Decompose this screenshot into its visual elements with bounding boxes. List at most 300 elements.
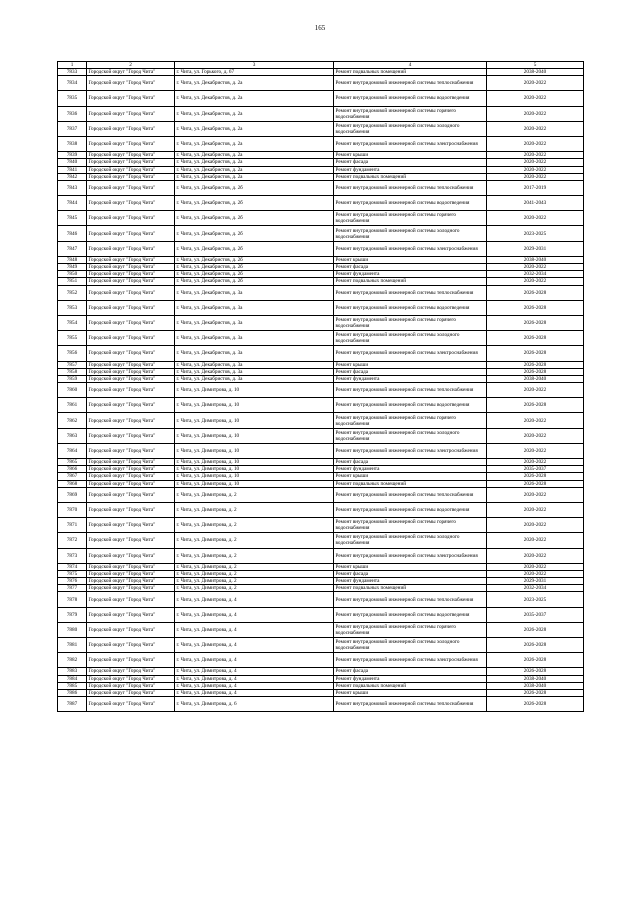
address-cell: г. Чита, ул. Димитрова, д. 4 bbox=[175, 622, 334, 637]
table-row bbox=[58, 106, 584, 121]
row-number-cell: 7876 bbox=[58, 578, 87, 585]
table-row bbox=[58, 533, 584, 548]
work-type-cell: Ремонт внутридомовой инженерной системы электроснабжения bbox=[334, 548, 487, 563]
address-cell: г. Чита, ул. Димитрова, д. 2 bbox=[175, 563, 334, 570]
municipality-cell: Городской округ "Город Чита" bbox=[87, 697, 175, 712]
header-cell-4: 4 bbox=[334, 62, 487, 69]
municipality-cell: Городской округ "Город Чита" bbox=[87, 607, 175, 622]
work-type-cell: Ремонт фундамента bbox=[334, 466, 487, 473]
address-cell: г. Чита, ул. Димитрова, д. 10 bbox=[175, 473, 334, 480]
address-cell: г. Чита, ул. Декабристов, д. 2б bbox=[175, 256, 334, 263]
address-cell: г. Чита, ул. Димитрова, д. 4 bbox=[175, 668, 334, 675]
table-row bbox=[58, 428, 584, 443]
period-cell: 2020-2022 bbox=[487, 121, 584, 136]
municipality-cell: Городской округ "Город Чита" bbox=[87, 278, 175, 285]
period-cell: 2020-2022 bbox=[487, 570, 584, 577]
table-row bbox=[58, 653, 584, 668]
work-type-cell: Ремонт крыши bbox=[334, 473, 487, 480]
work-type-cell: Ремонт подвальных помещений bbox=[334, 480, 487, 487]
table-row bbox=[58, 607, 584, 622]
municipality-cell: Городской округ "Город Чита" bbox=[87, 592, 175, 607]
table-row bbox=[58, 398, 584, 413]
period-cell: 2041-2043 bbox=[487, 196, 584, 211]
period-cell: 2020-2022 bbox=[487, 502, 584, 517]
period-cell: 2029-2031 bbox=[487, 241, 584, 256]
row-number-cell: 7839 bbox=[58, 152, 87, 159]
period-cell: 2032-2034 bbox=[487, 585, 584, 592]
row-number-cell: 7847 bbox=[58, 241, 87, 256]
period-cell: 2020-2022 bbox=[487, 152, 584, 159]
address-cell: г. Чита, ул. Димитрова, д. 4 bbox=[175, 638, 334, 653]
row-number-cell: 7859 bbox=[58, 375, 87, 382]
row-number-cell: 7856 bbox=[58, 346, 87, 361]
row-number-cell: 7863 bbox=[58, 428, 87, 443]
table-row bbox=[58, 668, 584, 675]
address-cell: г. Чита, ул. Декабристов, д. 2а bbox=[175, 121, 334, 136]
row-number-cell: 7871 bbox=[58, 518, 87, 533]
address-cell: г. Чита, ул. Декабристов, д. 2а bbox=[175, 76, 334, 91]
period-cell: 2020-2022 bbox=[487, 76, 584, 91]
row-number-cell: 7857 bbox=[58, 361, 87, 368]
row-number-cell: 7865 bbox=[58, 459, 87, 466]
table-row bbox=[58, 180, 584, 195]
address-cell: г. Чита, ул. Димитрова, д. 10 bbox=[175, 398, 334, 413]
address-cell: г. Чита, ул. Декабристов, д. 2а bbox=[175, 159, 334, 166]
municipality-cell: Городской округ "Город Чита" bbox=[87, 653, 175, 668]
period-cell: 2035-2037 bbox=[487, 607, 584, 622]
period-cell: 2020-2022 bbox=[487, 211, 584, 226]
work-type-cell: Ремонт внутридомовой инженерной системы горячего водоснабжения bbox=[334, 315, 487, 330]
row-number-cell: 7841 bbox=[58, 166, 87, 173]
table-row bbox=[58, 76, 584, 91]
period-cell: 2020-2022 bbox=[487, 563, 584, 570]
table-row bbox=[58, 211, 584, 226]
address-cell: г. Чита, ул. Декабристов, д. 2б bbox=[175, 196, 334, 211]
work-type-cell: Ремонт подвальных помещений bbox=[334, 69, 487, 76]
address-cell: г. Чита, ул. Димитрова, д. 2 bbox=[175, 487, 334, 502]
period-cell: 2020-2022 bbox=[487, 159, 584, 166]
work-type-cell: Ремонт внутридомовой инженерной системы теплоснабжения bbox=[334, 76, 487, 91]
work-type-cell: Ремонт крыши bbox=[334, 361, 487, 368]
table-row bbox=[58, 173, 584, 180]
address-cell: г. Чита, ул. Димитрова, д. 10 bbox=[175, 413, 334, 428]
address-cell: г. Чита, ул. Декабристов, д. 2б bbox=[175, 226, 334, 241]
row-number-cell: 7870 bbox=[58, 502, 87, 517]
period-cell: 2038-2040 bbox=[487, 69, 584, 76]
work-type-cell: Ремонт внутридомовой инженерной системы холодного водоснабжения bbox=[334, 121, 487, 136]
row-number-cell: 7873 bbox=[58, 548, 87, 563]
municipality-cell: Городской округ "Город Чита" bbox=[87, 518, 175, 533]
work-type-cell: Ремонт фундамента bbox=[334, 375, 487, 382]
work-type-cell: Ремонт подвальных помещений bbox=[334, 173, 487, 180]
period-cell: 2026-2028 bbox=[487, 653, 584, 668]
period-cell: 2038-2040 bbox=[487, 682, 584, 689]
work-type-cell: Ремонт внутридомовой инженерной системы холодного водоснабжения bbox=[334, 638, 487, 653]
period-cell: 2032-2034 bbox=[487, 271, 584, 278]
row-number-cell: 7885 bbox=[58, 682, 87, 689]
work-type-cell: Ремонт внутридомовой инженерной системы холодного водоснабжения bbox=[334, 331, 487, 346]
address-cell: г. Чита, ул. Димитрова, д. 10 bbox=[175, 466, 334, 473]
period-cell: 2026-2028 bbox=[487, 361, 584, 368]
table-row bbox=[58, 697, 584, 712]
municipality-cell: Городской округ "Город Чита" bbox=[87, 69, 175, 76]
work-type-cell: Ремонт фасада bbox=[334, 368, 487, 375]
municipality-cell: Городской округ "Город Чита" bbox=[87, 361, 175, 368]
table-row bbox=[58, 466, 584, 473]
table-row bbox=[58, 361, 584, 368]
period-cell: 2020-2022 bbox=[487, 278, 584, 285]
address-cell: г. Чита, ул. Димитрова, д. 10 bbox=[175, 428, 334, 443]
address-cell: г. Чита, ул. Декабристов, д. 2б bbox=[175, 271, 334, 278]
table-row bbox=[58, 196, 584, 211]
municipality-cell: Городской округ "Город Чита" bbox=[87, 383, 175, 398]
work-type-cell: Ремонт внутридомовой инженерной системы горячего водоснабжения bbox=[334, 106, 487, 121]
address-cell: г. Чита, ул. Декабристов, д. 3а bbox=[175, 368, 334, 375]
work-type-cell: Ремонт внутридомовой инженерной системы водоотведения bbox=[334, 607, 487, 622]
table-row bbox=[58, 159, 584, 166]
header-cell-5: 5 bbox=[487, 62, 584, 69]
period-cell: 2023-2025 bbox=[487, 226, 584, 241]
row-number-cell: 7874 bbox=[58, 563, 87, 570]
address-cell: г. Чита, ул. Декабристов, д. 2б bbox=[175, 278, 334, 285]
row-number-cell: 7850 bbox=[58, 271, 87, 278]
row-number-cell: 7835 bbox=[58, 91, 87, 106]
table-row bbox=[58, 241, 584, 256]
row-number-cell: 7858 bbox=[58, 368, 87, 375]
row-number-cell: 7881 bbox=[58, 638, 87, 653]
period-cell: 2029-2031 bbox=[487, 578, 584, 585]
row-number-cell: 7848 bbox=[58, 256, 87, 263]
period-cell: 2035-2037 bbox=[487, 466, 584, 473]
municipality-cell: Городской округ "Город Чита" bbox=[87, 487, 175, 502]
table-row bbox=[58, 563, 584, 570]
row-number-cell: 7833 bbox=[58, 69, 87, 76]
row-number-cell: 7860 bbox=[58, 383, 87, 398]
work-type-cell: Ремонт фасада bbox=[334, 668, 487, 675]
municipality-cell: Городской округ "Город Чита" bbox=[87, 682, 175, 689]
municipality-cell: Городской округ "Город Чита" bbox=[87, 196, 175, 211]
address-cell: г. Чита, ул. Димитрова, д. 10 bbox=[175, 443, 334, 458]
table-row bbox=[58, 682, 584, 689]
table-body bbox=[58, 62, 584, 712]
table-row bbox=[58, 264, 584, 271]
municipality-cell: Городской округ "Город Чита" bbox=[87, 264, 175, 271]
table-row bbox=[58, 459, 584, 466]
period-cell: 2026-2028 bbox=[487, 285, 584, 300]
table-row bbox=[58, 518, 584, 533]
municipality-cell: Городской округ "Город Чита" bbox=[87, 285, 175, 300]
table-row bbox=[58, 152, 584, 159]
work-type-cell: Ремонт внутридомовой инженерной системы электроснабжения bbox=[334, 346, 487, 361]
table-row bbox=[58, 136, 584, 151]
municipality-cell: Городской округ "Город Чита" bbox=[87, 271, 175, 278]
municipality-cell: Городской округ "Город Чита" bbox=[87, 226, 175, 241]
municipality-cell: Городской округ "Город Чита" bbox=[87, 180, 175, 195]
row-number-cell: 7861 bbox=[58, 398, 87, 413]
period-cell: 2020-2022 bbox=[487, 413, 584, 428]
work-type-cell: Ремонт внутридомовой инженерной системы горячего водоснабжения bbox=[334, 518, 487, 533]
work-type-cell: Ремонт крыши bbox=[334, 563, 487, 570]
period-cell: 2038-2040 bbox=[487, 675, 584, 682]
municipality-cell: Городской округ "Город Чита" bbox=[87, 315, 175, 330]
table-row bbox=[58, 592, 584, 607]
period-cell: 2026-2028 bbox=[487, 668, 584, 675]
address-cell: г. Чита, ул. Димитрова, д. 2 bbox=[175, 533, 334, 548]
work-type-cell: Ремонт внутридомовой инженерной системы холодного водоснабжения bbox=[334, 226, 487, 241]
table-row bbox=[58, 675, 584, 682]
table-row bbox=[58, 256, 584, 263]
address-cell: г. Чита, ул. Димитрова, д. 4 bbox=[175, 682, 334, 689]
address-cell: г. Чита, ул. Декабристов, д. 3а bbox=[175, 346, 334, 361]
address-cell: г. Чита, ул. Димитрова, д. 10 bbox=[175, 459, 334, 466]
municipality-cell: Городской округ "Город Чита" bbox=[87, 466, 175, 473]
municipality-cell: Городской округ "Город Чита" bbox=[87, 346, 175, 361]
address-cell: г. Чита, ул. Декабристов, д. 3а bbox=[175, 285, 334, 300]
work-type-cell: Ремонт внутридомовой инженерной системы водоотведения bbox=[334, 502, 487, 517]
table-row bbox=[58, 487, 584, 502]
period-cell: 2026-2028 bbox=[487, 398, 584, 413]
work-type-cell: Ремонт фундамента bbox=[334, 166, 487, 173]
municipality-cell: Городской округ "Город Чита" bbox=[87, 668, 175, 675]
work-type-cell: Ремонт внутридомовой инженерной системы теплоснабжения bbox=[334, 487, 487, 502]
municipality-cell: Городской округ "Город Чита" bbox=[87, 106, 175, 121]
page-number: 165 bbox=[314, 24, 326, 32]
municipality-cell: Городской округ "Город Чита" bbox=[87, 502, 175, 517]
address-cell: г. Чита, ул. Декабристов, д. 2а bbox=[175, 173, 334, 180]
period-cell: 2020-2022 bbox=[487, 533, 584, 548]
period-cell: 2026-2028 bbox=[487, 300, 584, 315]
work-type-cell: Ремонт крыши bbox=[334, 152, 487, 159]
table-header-row bbox=[58, 62, 584, 69]
period-cell: 2026-2028 bbox=[487, 480, 584, 487]
municipality-cell: Городской округ "Город Чита" bbox=[87, 398, 175, 413]
row-number-cell: 7853 bbox=[58, 300, 87, 315]
row-number-cell: 7846 bbox=[58, 226, 87, 241]
row-number-cell: 7872 bbox=[58, 533, 87, 548]
work-type-cell: Ремонт внутридомовой инженерной системы горячего водоснабжения bbox=[334, 622, 487, 637]
address-cell: г. Чита, ул. Димитрова, д. 2 bbox=[175, 570, 334, 577]
address-cell: г. Чита, ул. Декабристов, д. 2б bbox=[175, 241, 334, 256]
period-cell: 2026-2028 bbox=[487, 622, 584, 637]
address-cell: г. Чита, ул. Димитрова, д. 2 bbox=[175, 502, 334, 517]
period-cell: 2026-2028 bbox=[487, 638, 584, 653]
period-cell: 2023-2025 bbox=[487, 592, 584, 607]
table-row bbox=[58, 413, 584, 428]
address-cell: г. Чита, ул. Декабристов, д. 2а bbox=[175, 91, 334, 106]
municipality-cell: Городской округ "Город Чита" bbox=[87, 563, 175, 570]
municipality-cell: Городской округ "Город Чита" bbox=[87, 368, 175, 375]
row-number-cell: 7869 bbox=[58, 487, 87, 502]
work-type-cell: Ремонт внутридомовой инженерной системы горячего водоснабжения bbox=[334, 413, 487, 428]
work-type-cell: Ремонт подвальных помещений bbox=[334, 585, 487, 592]
work-type-cell: Ремонт внутридомовой инженерной системы теплоснабжения bbox=[334, 697, 487, 712]
address-cell: г. Чита, ул. Декабристов, д. 2а bbox=[175, 136, 334, 151]
row-number-cell: 7849 bbox=[58, 264, 87, 271]
municipality-cell: Городской округ "Город Чита" bbox=[87, 473, 175, 480]
period-cell: 2026-2028 bbox=[487, 315, 584, 330]
row-number-cell: 7887 bbox=[58, 697, 87, 712]
municipality-cell: Городской округ "Город Чита" bbox=[87, 211, 175, 226]
period-cell: 2017-2019 bbox=[487, 180, 584, 195]
table-row bbox=[58, 271, 584, 278]
work-type-cell: Ремонт внутридомовой инженерной системы горячего водоснабжения bbox=[334, 211, 487, 226]
work-type-cell: Ремонт крыши bbox=[334, 256, 487, 263]
work-type-cell: Ремонт внутридомовой инженерной системы водоотведения bbox=[334, 196, 487, 211]
address-cell: г. Чита, ул. Димитрова, д. 10 bbox=[175, 383, 334, 398]
municipality-cell: Городской округ "Город Чита" bbox=[87, 675, 175, 682]
period-cell: 2026-2028 bbox=[487, 473, 584, 480]
repair-schedule-table bbox=[57, 61, 584, 712]
work-type-cell: Ремонт внутридомовой инженерной системы электроснабжения bbox=[334, 136, 487, 151]
work-type-cell: Ремонт внутридомовой инженерной системы водоотведения bbox=[334, 300, 487, 315]
municipality-cell: Городской округ "Город Чита" bbox=[87, 548, 175, 563]
period-cell: 2020-2022 bbox=[487, 428, 584, 443]
municipality-cell: Городской округ "Город Чита" bbox=[87, 375, 175, 382]
municipality-cell: Городской округ "Город Чита" bbox=[87, 533, 175, 548]
table-row bbox=[58, 91, 584, 106]
address-cell: г. Чита, ул. Горького, д. 67 bbox=[175, 69, 334, 76]
table-row bbox=[58, 331, 584, 346]
work-type-cell: Ремонт внутридомовой инженерной системы водоотведения bbox=[334, 91, 487, 106]
table-row bbox=[58, 570, 584, 577]
work-type-cell: Ремонт фундамента bbox=[334, 675, 487, 682]
period-cell: 2020-2022 bbox=[487, 106, 584, 121]
row-number-cell: 7877 bbox=[58, 585, 87, 592]
row-number-cell: 7866 bbox=[58, 466, 87, 473]
municipality-cell: Городской округ "Город Чита" bbox=[87, 300, 175, 315]
table-row bbox=[58, 585, 584, 592]
table-row bbox=[58, 502, 584, 517]
municipality-cell: Городской округ "Город Чита" bbox=[87, 91, 175, 106]
address-cell: г. Чита, ул. Димитрова, д. 2 bbox=[175, 548, 334, 563]
municipality-cell: Городской округ "Город Чита" bbox=[87, 166, 175, 173]
row-number-cell: 7868 bbox=[58, 480, 87, 487]
work-type-cell: Ремонт крыши bbox=[334, 689, 487, 696]
address-cell: г. Чита, ул. Димитрова, д. 4 bbox=[175, 689, 334, 696]
row-number-cell: 7884 bbox=[58, 675, 87, 682]
row-number-cell: 7886 bbox=[58, 689, 87, 696]
address-cell: г. Чита, ул. Димитрова, д. 2 bbox=[175, 578, 334, 585]
municipality-cell: Городской округ "Город Чита" bbox=[87, 459, 175, 466]
work-type-cell: Ремонт внутридомовой инженерной системы водоотведения bbox=[334, 398, 487, 413]
row-number-cell: 7864 bbox=[58, 443, 87, 458]
period-cell: 2020-2022 bbox=[487, 166, 584, 173]
work-type-cell: Ремонт внутридомовой инженерной системы электроснабжения bbox=[334, 653, 487, 668]
header-cell-1: 1 bbox=[58, 62, 87, 69]
period-cell: 2020-2022 bbox=[487, 173, 584, 180]
table-row bbox=[58, 443, 584, 458]
table-row bbox=[58, 166, 584, 173]
row-number-cell: 7836 bbox=[58, 106, 87, 121]
address-cell: г. Чита, ул. Димитрова, д. 4 bbox=[175, 653, 334, 668]
municipality-cell: Городской округ "Город Чита" bbox=[87, 136, 175, 151]
municipality-cell: Городской округ "Город Чита" bbox=[87, 413, 175, 428]
table-row bbox=[58, 480, 584, 487]
work-type-cell: Ремонт фасада bbox=[334, 459, 487, 466]
table-row bbox=[58, 285, 584, 300]
period-cell: 2026-2028 bbox=[487, 689, 584, 696]
period-cell: 2020-2022 bbox=[487, 487, 584, 502]
table-row bbox=[58, 226, 584, 241]
municipality-cell: Городской округ "Город Чита" bbox=[87, 578, 175, 585]
period-cell: 2020-2022 bbox=[487, 264, 584, 271]
work-type-cell: Ремонт внутридомовой инженерной системы электроснабжения bbox=[334, 241, 487, 256]
address-cell: г. Чита, ул. Димитрова, д. 6 bbox=[175, 697, 334, 712]
address-cell: г. Чита, ул. Декабристов, д. 2а bbox=[175, 152, 334, 159]
row-number-cell: 7867 bbox=[58, 473, 87, 480]
work-type-cell: Ремонт внутридомовой инженерной системы теплоснабжения bbox=[334, 285, 487, 300]
period-cell: 2020-2022 bbox=[487, 548, 584, 563]
table-row bbox=[58, 368, 584, 375]
municipality-cell: Городской округ "Город Чита" bbox=[87, 121, 175, 136]
work-type-cell: Ремонт фасада bbox=[334, 159, 487, 166]
municipality-cell: Городской округ "Город Чита" bbox=[87, 173, 175, 180]
table-row bbox=[58, 548, 584, 563]
municipality-cell: Городской округ "Город Чита" bbox=[87, 480, 175, 487]
row-number-cell: 7834 bbox=[58, 76, 87, 91]
header-cell-3: 3 bbox=[175, 62, 334, 69]
address-cell: г. Чита, ул. Димитрова, д. 4 bbox=[175, 592, 334, 607]
work-type-cell: Ремонт фасада bbox=[334, 264, 487, 271]
address-cell: г. Чита, ул. Декабристов, д. 2а bbox=[175, 106, 334, 121]
municipality-cell: Городской округ "Город Чита" bbox=[87, 622, 175, 637]
table-row bbox=[58, 278, 584, 285]
row-number-cell: 7862 bbox=[58, 413, 87, 428]
row-number-cell: 7837 bbox=[58, 121, 87, 136]
work-type-cell: Ремонт фасада bbox=[334, 570, 487, 577]
row-number-cell: 7854 bbox=[58, 315, 87, 330]
address-cell: г. Чита, ул. Димитрова, д. 4 bbox=[175, 607, 334, 622]
table-row bbox=[58, 383, 584, 398]
row-number-cell: 7883 bbox=[58, 668, 87, 675]
row-number-cell: 7838 bbox=[58, 136, 87, 151]
period-cell: 2038-2040 bbox=[487, 256, 584, 263]
table-row bbox=[58, 375, 584, 382]
table-row bbox=[58, 578, 584, 585]
table-row bbox=[58, 69, 584, 76]
work-type-cell: Ремонт внутридомовой инженерной системы холодного водоснабжения bbox=[334, 428, 487, 443]
address-cell: г. Чита, ул. Декабристов, д. 3а bbox=[175, 331, 334, 346]
work-type-cell: Ремонт внутридомовой инженерной системы холодного водоснабжения bbox=[334, 533, 487, 548]
table-row bbox=[58, 473, 584, 480]
work-type-cell: Ремонт подвальных помещений bbox=[334, 278, 487, 285]
address-cell: г. Чита, ул. Декабристов, д. 3а bbox=[175, 361, 334, 368]
row-number-cell: 7855 bbox=[58, 331, 87, 346]
row-number-cell: 7878 bbox=[58, 592, 87, 607]
address-cell: г. Чита, ул. Декабристов, д. 2б bbox=[175, 180, 334, 195]
table-row bbox=[58, 638, 584, 653]
work-type-cell: Ремонт фундамента bbox=[334, 271, 487, 278]
table-row bbox=[58, 121, 584, 136]
municipality-cell: Городской округ "Город Чита" bbox=[87, 152, 175, 159]
address-cell: г. Чита, ул. Декабристов, д. 2а bbox=[175, 166, 334, 173]
municipality-cell: Городской округ "Город Чита" bbox=[87, 159, 175, 166]
address-cell: г. Чита, ул. Димитрова, д. 10 bbox=[175, 480, 334, 487]
period-cell: 2020-2022 bbox=[487, 443, 584, 458]
row-number-cell: 7844 bbox=[58, 196, 87, 211]
table-row bbox=[58, 622, 584, 637]
table-row bbox=[58, 315, 584, 330]
row-number-cell: 7875 bbox=[58, 570, 87, 577]
row-number-cell: 7842 bbox=[58, 173, 87, 180]
row-number-cell: 7845 bbox=[58, 211, 87, 226]
row-number-cell: 7843 bbox=[58, 180, 87, 195]
address-cell: г. Чита, ул. Декабристов, д. 3а bbox=[175, 300, 334, 315]
address-cell: г. Чита, ул. Декабристов, д. 2б bbox=[175, 211, 334, 226]
work-type-cell: Ремонт фундамента bbox=[334, 578, 487, 585]
period-cell: 2020-2022 bbox=[487, 518, 584, 533]
work-type-cell: Ремонт внутридомовой инженерной системы теплоснабжения bbox=[334, 592, 487, 607]
